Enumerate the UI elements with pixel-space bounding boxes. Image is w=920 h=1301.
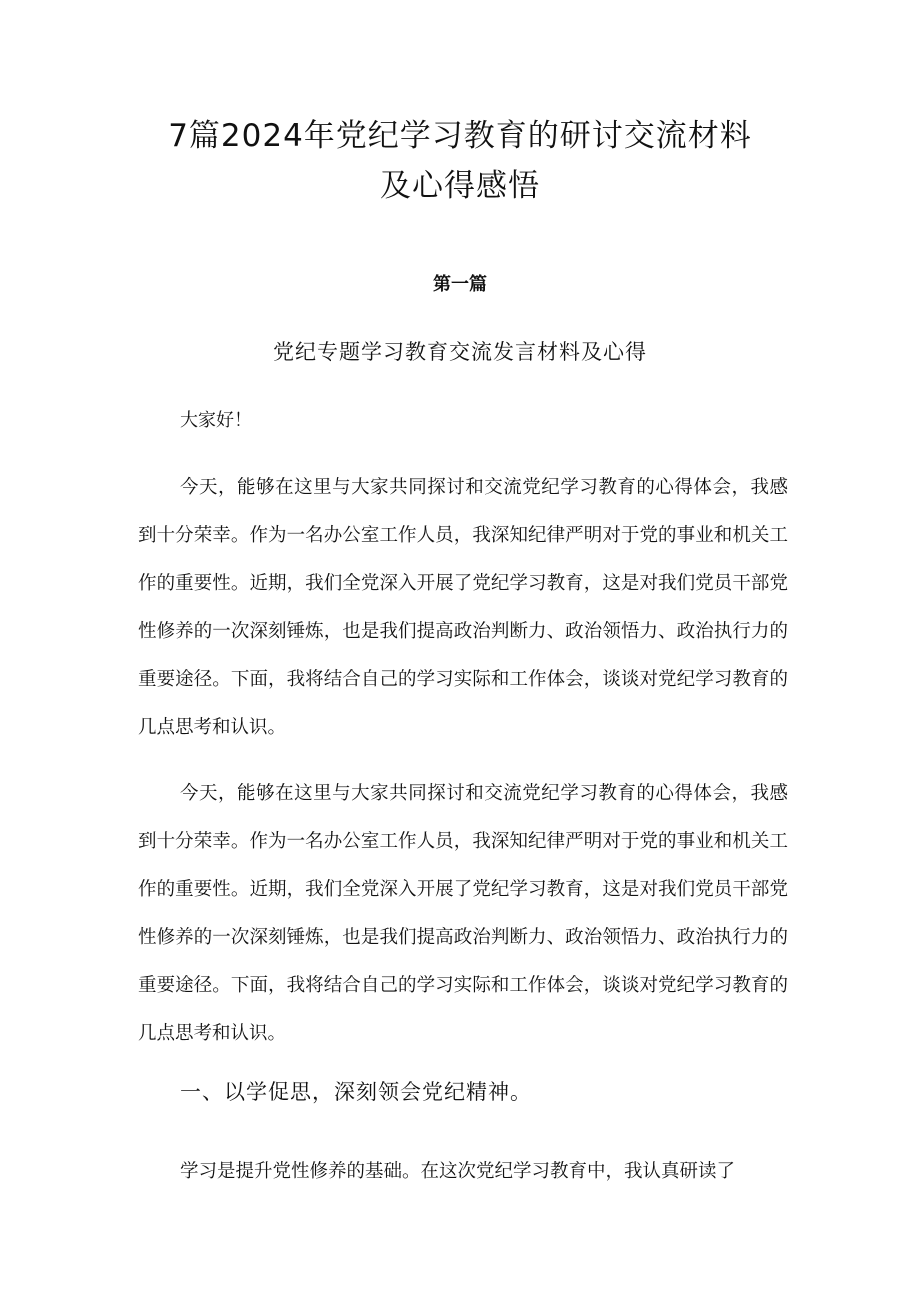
body-paragraph: 今天，能够在这里与大家共同探讨和交流党纪学习教育的心得体会，我感到十分荣幸。作为一名办公室工作人员，我深知纪律严明对于党的事业和机关工作的重要性。近期，我们全党深入开展了党纪学习教育，这是对我们党员干部党性修养的一次深刻锤炼，也是我们提高政治判断力、政治领悟力、政治执行力的重要途径。下面，我将结合自己的学习实际和工作体会，谈谈对党纪学习教育的几点思考和认识。 [138, 783, 788, 1044]
document-title-line-2: 及心得感悟 [380, 168, 540, 204]
article-subtitle: 党纪专题学习教育交流发言材料及心得 [273, 340, 647, 364]
body-paragraph: 学习是提升党性修养的基础。在这次党纪学习教育中，我认真研读了 [180, 1161, 736, 1182]
body-paragraph: 今天，能够在这里与大家共同探讨和交流党纪学习教育的心得体会，我感到十分荣幸。作为一名办公室工作人员，我深知纪律严明对于党的事业和机关工作的重要性。近期，我们全党深入开展了党纪学习教育，这是对我们党员干部党性修养的一次深刻锤炼，也是我们提高政治判断力、政治领悟力、政治执行力的重要途径。下面，我将结合自己的学习实际和工作体会，谈谈对党纪学习教育的几点思考和认识。 [138, 477, 788, 738]
section-label: 第一篇 [433, 274, 487, 295]
section-heading: 一、以学促思，深刻领会党纪精神。 [180, 1080, 532, 1104]
greeting: 大家好！ [180, 410, 252, 431]
document-title-line-1: 7篇2024年党纪学习教育的研讨交流材料 [168, 118, 752, 154]
